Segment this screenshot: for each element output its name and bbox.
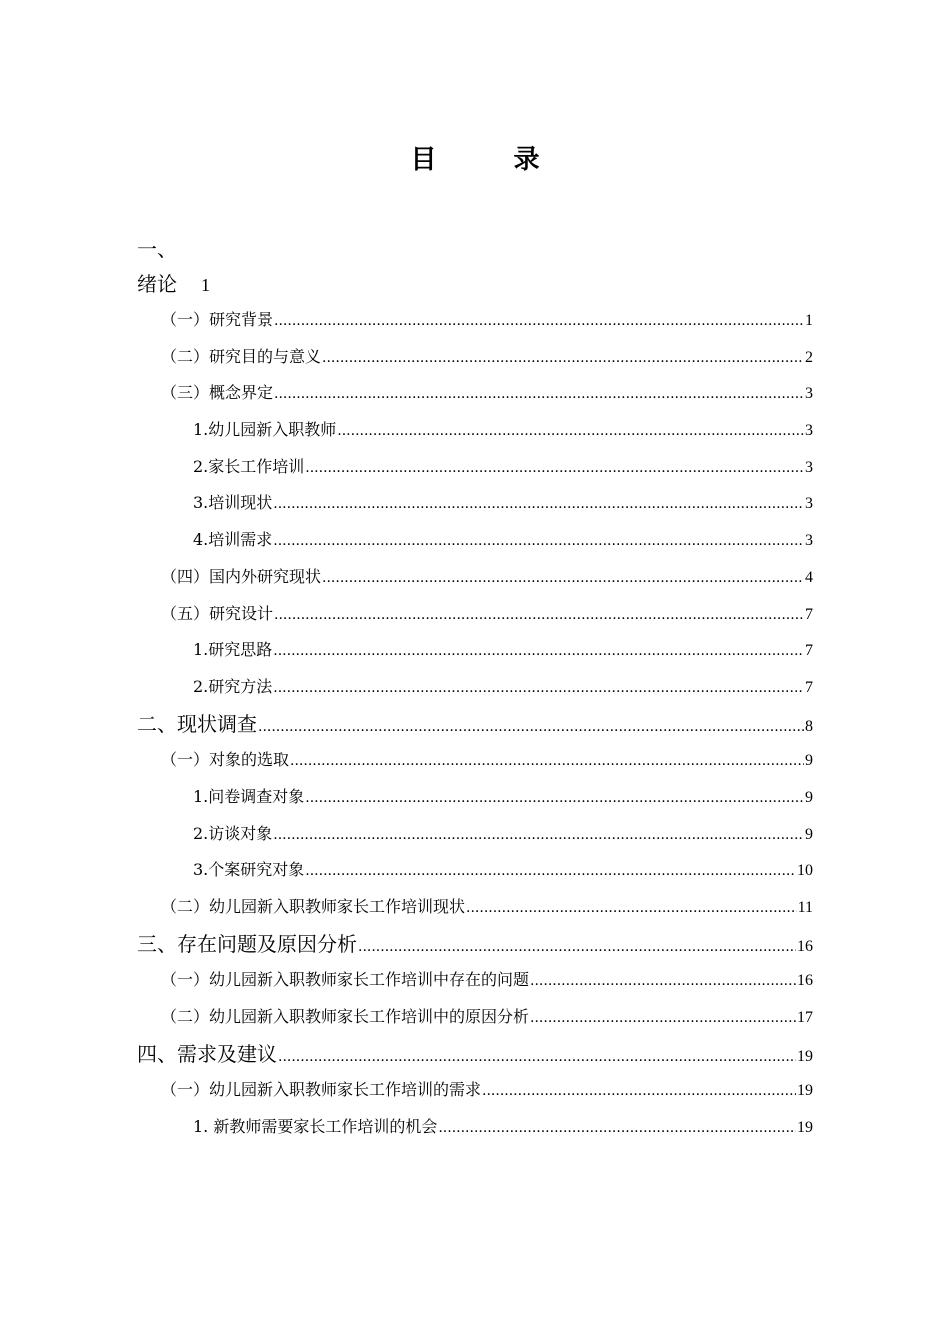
toc-entry-page: 19 — [797, 1082, 813, 1100]
dot-leader — [274, 597, 804, 634]
toc-entry-page: 11 — [797, 899, 813, 916]
dot-leader — [530, 963, 796, 1000]
toc-entry-label: （五）研究设计 — [161, 603, 274, 623]
toc-chapter-1-page: 1 — [201, 275, 210, 295]
toc-entry-label: （一）幼儿园新入职教师家长工作培训的需求 — [161, 1080, 482, 1100]
toc-chapter-3[interactable] — [137, 926, 813, 963]
page-title: 目 录 — [410, 145, 574, 175]
dot-leader — [530, 1000, 796, 1037]
toc-entry-label: 2.访谈对象 — [193, 823, 273, 843]
toc-entry-label: （一）幼儿园新入职教师家长工作培训中存在的问题 — [161, 970, 530, 990]
toc-entry[interactable] — [137, 1072, 813, 1109]
toc-entry-page: 1 — [805, 312, 813, 329]
dot-leader — [305, 853, 796, 890]
dot-leader — [337, 413, 804, 450]
toc-entry-page: 16 — [797, 937, 813, 955]
toc-entry-page: 3 — [805, 495, 813, 513]
toc-entry-page: 17 — [797, 1009, 813, 1027]
toc-entry[interactable] — [137, 302, 813, 339]
toc-entry-page: 8 — [805, 717, 813, 735]
toc-chapter-2[interactable] — [137, 706, 813, 743]
toc-entry-label: （一）对象的选取 — [161, 750, 290, 770]
toc-entry[interactable] — [137, 816, 813, 853]
toc-entry[interactable] — [137, 962, 813, 999]
dot-leader — [322, 340, 804, 377]
toc-entry-page: 4 — [805, 568, 813, 586]
toc-entry[interactable] — [137, 669, 813, 706]
toc-entry[interactable] — [137, 852, 813, 889]
dot-leader — [305, 450, 804, 487]
toc-chapter-1[interactable] — [137, 232, 813, 302]
dot-leader — [273, 633, 804, 670]
toc-entry-page: 3 — [805, 422, 813, 440]
toc-entry[interactable] — [137, 485, 813, 522]
toc-entry-page: 9 — [805, 752, 813, 770]
dot-leader — [482, 1073, 796, 1110]
dot-leader — [322, 560, 804, 597]
toc-chapter-1-prefix: 一、 — [137, 237, 177, 261]
toc-entry-page: 7 — [805, 678, 813, 696]
dot-leader — [358, 929, 796, 966]
toc-entry-label: （二）研究目的与意义 — [161, 346, 322, 366]
toc-entry[interactable] — [137, 1109, 813, 1146]
dot-leader — [278, 1039, 796, 1076]
toc-entry-label: 四、需求及建议 — [137, 1041, 277, 1066]
toc-entry-label: 3.个案研究对象 — [193, 860, 305, 880]
toc-chapter-4[interactable] — [137, 1036, 813, 1073]
dot-leader — [274, 376, 804, 413]
toc-entry[interactable] — [137, 999, 813, 1036]
dot-leader — [274, 303, 804, 340]
toc-entry-page: 3 — [805, 385, 813, 403]
toc-entry-label: （二）幼儿园新入职教师家长工作培训现状 — [161, 897, 466, 916]
toc-entry-label: （四）国内外研究现状 — [161, 566, 322, 586]
dot-leader — [438, 1110, 796, 1147]
toc-entry[interactable] — [137, 779, 813, 816]
toc-entry[interactable] — [137, 889, 813, 926]
dot-leader — [273, 670, 804, 707]
toc-entry-page: 7 — [805, 605, 813, 623]
toc-entry-page: 3 — [805, 458, 813, 476]
toc-entry-page: 9 — [805, 825, 813, 843]
toc-entry[interactable] — [137, 742, 813, 779]
toc-entry[interactable] — [137, 339, 813, 376]
toc-chapter-1-label: 绪论 — [137, 272, 177, 296]
toc-entry-label: （三）概念界定 — [161, 383, 274, 403]
toc-entry-label: （二）幼儿园新入职教师家长工作培训中的原因分析 — [161, 1007, 530, 1027]
toc-entry[interactable] — [137, 522, 813, 559]
dot-leader — [466, 890, 797, 927]
toc-entry-label: 1. 新教师需要家长工作培训的机会 — [193, 1117, 438, 1137]
toc-entry-label: 4.培训需求 — [193, 530, 273, 550]
toc-entry-page: 19 — [797, 1047, 813, 1065]
toc-entry[interactable] — [137, 375, 813, 412]
toc-entry[interactable] — [137, 596, 813, 633]
dot-leader — [258, 709, 804, 746]
dot-leader — [290, 743, 804, 780]
toc-entry-label: 3.培训现状 — [193, 493, 273, 513]
toc-entry-label: 三、存在问题及原因分析 — [137, 931, 357, 956]
toc-entry-label: （一）研究背景 — [161, 310, 274, 329]
toc-entry-page: 7 — [805, 642, 813, 660]
toc-entry-page: 19 — [797, 1119, 813, 1137]
dot-leader — [273, 817, 804, 854]
toc-entry-page: 3 — [805, 532, 813, 550]
toc-entry-label: 1.问卷调查对象 — [193, 786, 305, 806]
toc-entry-page: 10 — [797, 862, 813, 880]
toc-entry-page: 9 — [805, 788, 813, 806]
toc-entry[interactable] — [137, 449, 813, 486]
toc-entry-page: 2 — [805, 348, 813, 366]
toc-entry-label: 2.家长工作培训 — [193, 456, 305, 476]
toc-entry-label: 2.研究方法 — [193, 676, 273, 696]
toc-entry[interactable] — [137, 559, 813, 596]
toc-entry-label: 二、现状调查 — [137, 711, 257, 736]
toc-entry[interactable] — [137, 632, 813, 669]
table-of-contents — [137, 232, 813, 1146]
dot-leader — [305, 780, 804, 817]
dot-leader — [273, 486, 804, 523]
toc-entry[interactable] — [137, 412, 813, 449]
toc-entry-label: 1.幼儿园新入职教师 — [193, 420, 337, 440]
dot-leader — [273, 523, 804, 560]
toc-entry-page: 16 — [797, 972, 813, 990]
toc-entry-label: 1.研究思路 — [193, 640, 273, 660]
